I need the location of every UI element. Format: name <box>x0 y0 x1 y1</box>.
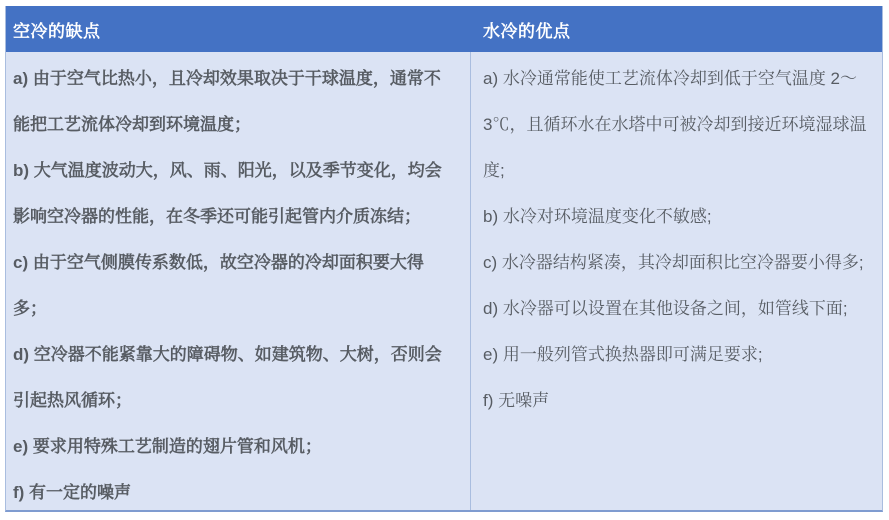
table-cell-item: c) 水冷器结构紧凑，其冷却面积比空冷器要小得多; <box>483 253 864 272</box>
table-cell-item: b) 水冷对环境温度变化不敏感; <box>483 207 712 226</box>
table-cell-item: d) 水冷器可以设置在其他设备之间，如管线下面; <box>483 299 848 318</box>
table-cell-item: e) 要求用特殊工艺制造的翅片管和风机； <box>13 437 322 456</box>
column-header-air-cooling-cons: 空冷的缺点 <box>6 6 470 52</box>
table-cell-item: a) 由于空气比热小，且冷却效果取决于干球温度，通常不能把工艺流体冷却到环境温度； <box>13 69 441 134</box>
air-cooling-cons-cell <box>6 52 470 510</box>
table-cell-item: f) 无噪声 <box>483 391 550 410</box>
table-cell-item: a) 水冷通常能使工艺流体冷却到低于空气温度 2～3℃，且循环水在水塔中可被冷却到接近环境湿球温度; <box>483 69 867 180</box>
table-cell-item: e) 用一般列管式换热器即可满足要求; <box>483 345 763 364</box>
table-cell-item: d) 空冷器不能紧靠大的障碍物、如建筑物、大树，否则会引起热风循环； <box>13 345 442 410</box>
table-cell-item: b) 大气温度波动大，风、雨、阳光，以及季节变化，均会影响空冷器的性能，在冬季还可能引起管内介质冻结； <box>13 161 442 226</box>
column-header-water-cooling-pros: 水冷的优点 <box>470 6 882 52</box>
table-cell-item: f) 有一定的噪声 <box>13 483 132 502</box>
table-cell-item: c) 由于空气侧膜传系数低，故空冷器的冷却面积要大得多； <box>13 253 424 318</box>
air-vs-water-cooling-comparison-table <box>5 6 883 512</box>
water-cooling-pros-cell <box>470 52 882 510</box>
